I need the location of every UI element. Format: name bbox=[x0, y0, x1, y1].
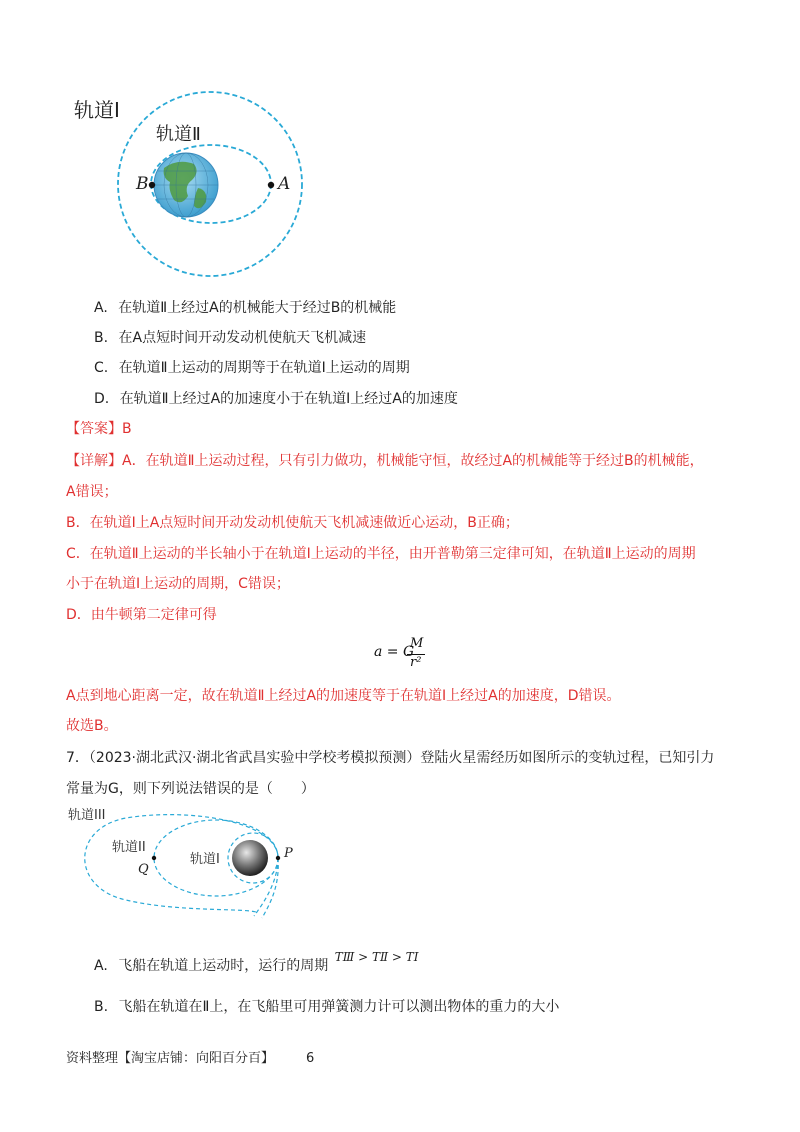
orbit-2-label: 轨道Ⅱ bbox=[156, 124, 201, 145]
q6-detail-line8: 故选B。 bbox=[66, 718, 118, 734]
q6-detail-line1: 【详解】A．在轨道Ⅱ上运动过程，只有引力做功，机械能守恒，故经过A的机械能等于经过B的机械能， bbox=[66, 453, 704, 469]
footer-source: 资料整理【淘宝店铺：向阳百分百】 bbox=[66, 1051, 275, 1066]
gravity-formula bbox=[374, 636, 454, 672]
q6-detail-line2: A错误； bbox=[66, 484, 118, 500]
orbit-1-label: 轨道Ⅰ bbox=[74, 98, 120, 122]
q6-option-d[interactable] bbox=[94, 389, 458, 409]
q6-detail-line3: B．在轨道Ⅰ上A点短时间开动发动机使航天飞机减速做近心运动，B正确； bbox=[66, 515, 519, 531]
q6-option-a[interactable] bbox=[94, 298, 396, 318]
q6-option-b[interactable] bbox=[94, 328, 366, 348]
option-label: B. bbox=[94, 330, 109, 346]
option-label: D. bbox=[94, 391, 110, 407]
earth-icon bbox=[154, 153, 218, 217]
point-a-dot bbox=[268, 182, 274, 188]
formula-denominator: r² bbox=[410, 655, 422, 670]
option-text: 飞船在轨道在Ⅱ上，在飞船里可用弹簧测力计可以测出物体的重力的大小 bbox=[118, 999, 560, 1015]
q7-option-a[interactable] bbox=[94, 950, 419, 976]
q7-stem-line1: 7．（2023·湖北武汉·湖北省武昌实验中学校考模拟预测）登陆火星需经历如图所示的变轨过程，已知引力 bbox=[66, 750, 715, 766]
option-text: 在轨道Ⅱ上运动的周期等于在轨道Ⅰ上运动的周期 bbox=[118, 360, 410, 376]
point-b-label: B bbox=[136, 174, 149, 194]
point-a-label: A bbox=[278, 174, 291, 194]
q6-detail-line7: A点到地心距离一定，故在轨道Ⅱ上经过A的加速度等于在轨道Ⅰ上经过A的加速度，D错误。 bbox=[66, 688, 621, 704]
page-number: 6 bbox=[306, 1051, 315, 1066]
q6-detail-line6: D．由牛顿第二定律可得 bbox=[66, 607, 217, 623]
point-q-label: Q bbox=[138, 862, 149, 877]
orbit-3-label: 轨道III bbox=[68, 808, 106, 823]
q6-option-c[interactable] bbox=[94, 358, 410, 378]
q6-answer: 【答案】B bbox=[66, 421, 132, 437]
orbit-figure-2 bbox=[66, 800, 316, 920]
option-label: B. bbox=[94, 999, 109, 1015]
point-p-label: P bbox=[284, 846, 293, 861]
point-b-dot bbox=[149, 182, 155, 188]
period-formula: TⅢ > TⅡ > TⅠ bbox=[334, 950, 419, 964]
formula-numerator: M bbox=[410, 636, 424, 651]
option-label: A. bbox=[94, 958, 108, 974]
option-label: C. bbox=[94, 360, 109, 376]
option-text: 飞船在轨道上运动时，运行的周期 bbox=[118, 958, 329, 974]
point-q-dot bbox=[152, 856, 156, 860]
option-text: 在轨道Ⅱ上经过A的机械能大于经过B的机械能 bbox=[118, 300, 397, 316]
point-p-dot bbox=[276, 856, 280, 860]
orbit-2-label: 轨道II bbox=[112, 840, 146, 855]
formula-left: a = G bbox=[374, 644, 415, 660]
option-text: 在轨道Ⅱ上经过A的加速度小于在轨道Ⅰ上经过A的加速度 bbox=[119, 391, 458, 407]
option-label: A. bbox=[94, 300, 108, 316]
q7-option-b[interactable] bbox=[94, 997, 559, 1017]
q7-stem-line2: 常量为G，则下列说法错误的是（ ） bbox=[66, 781, 315, 797]
orbit-1-label: 轨道I bbox=[190, 852, 220, 867]
q6-detail-line5: 小于在轨道Ⅰ上运动的周期，C错误； bbox=[66, 576, 290, 592]
orbit-figure-1 bbox=[60, 88, 320, 288]
q6-detail-line4: C．在轨道Ⅱ上运动的半长轴小于在轨道Ⅰ上运动的半径，由开普勒第三定律可知，在轨道Ⅱ上运动的周期 bbox=[66, 546, 696, 562]
option-text: 在A点短时间开动发动机使航天飞机减速 bbox=[118, 330, 367, 346]
mars-icon bbox=[232, 840, 268, 876]
